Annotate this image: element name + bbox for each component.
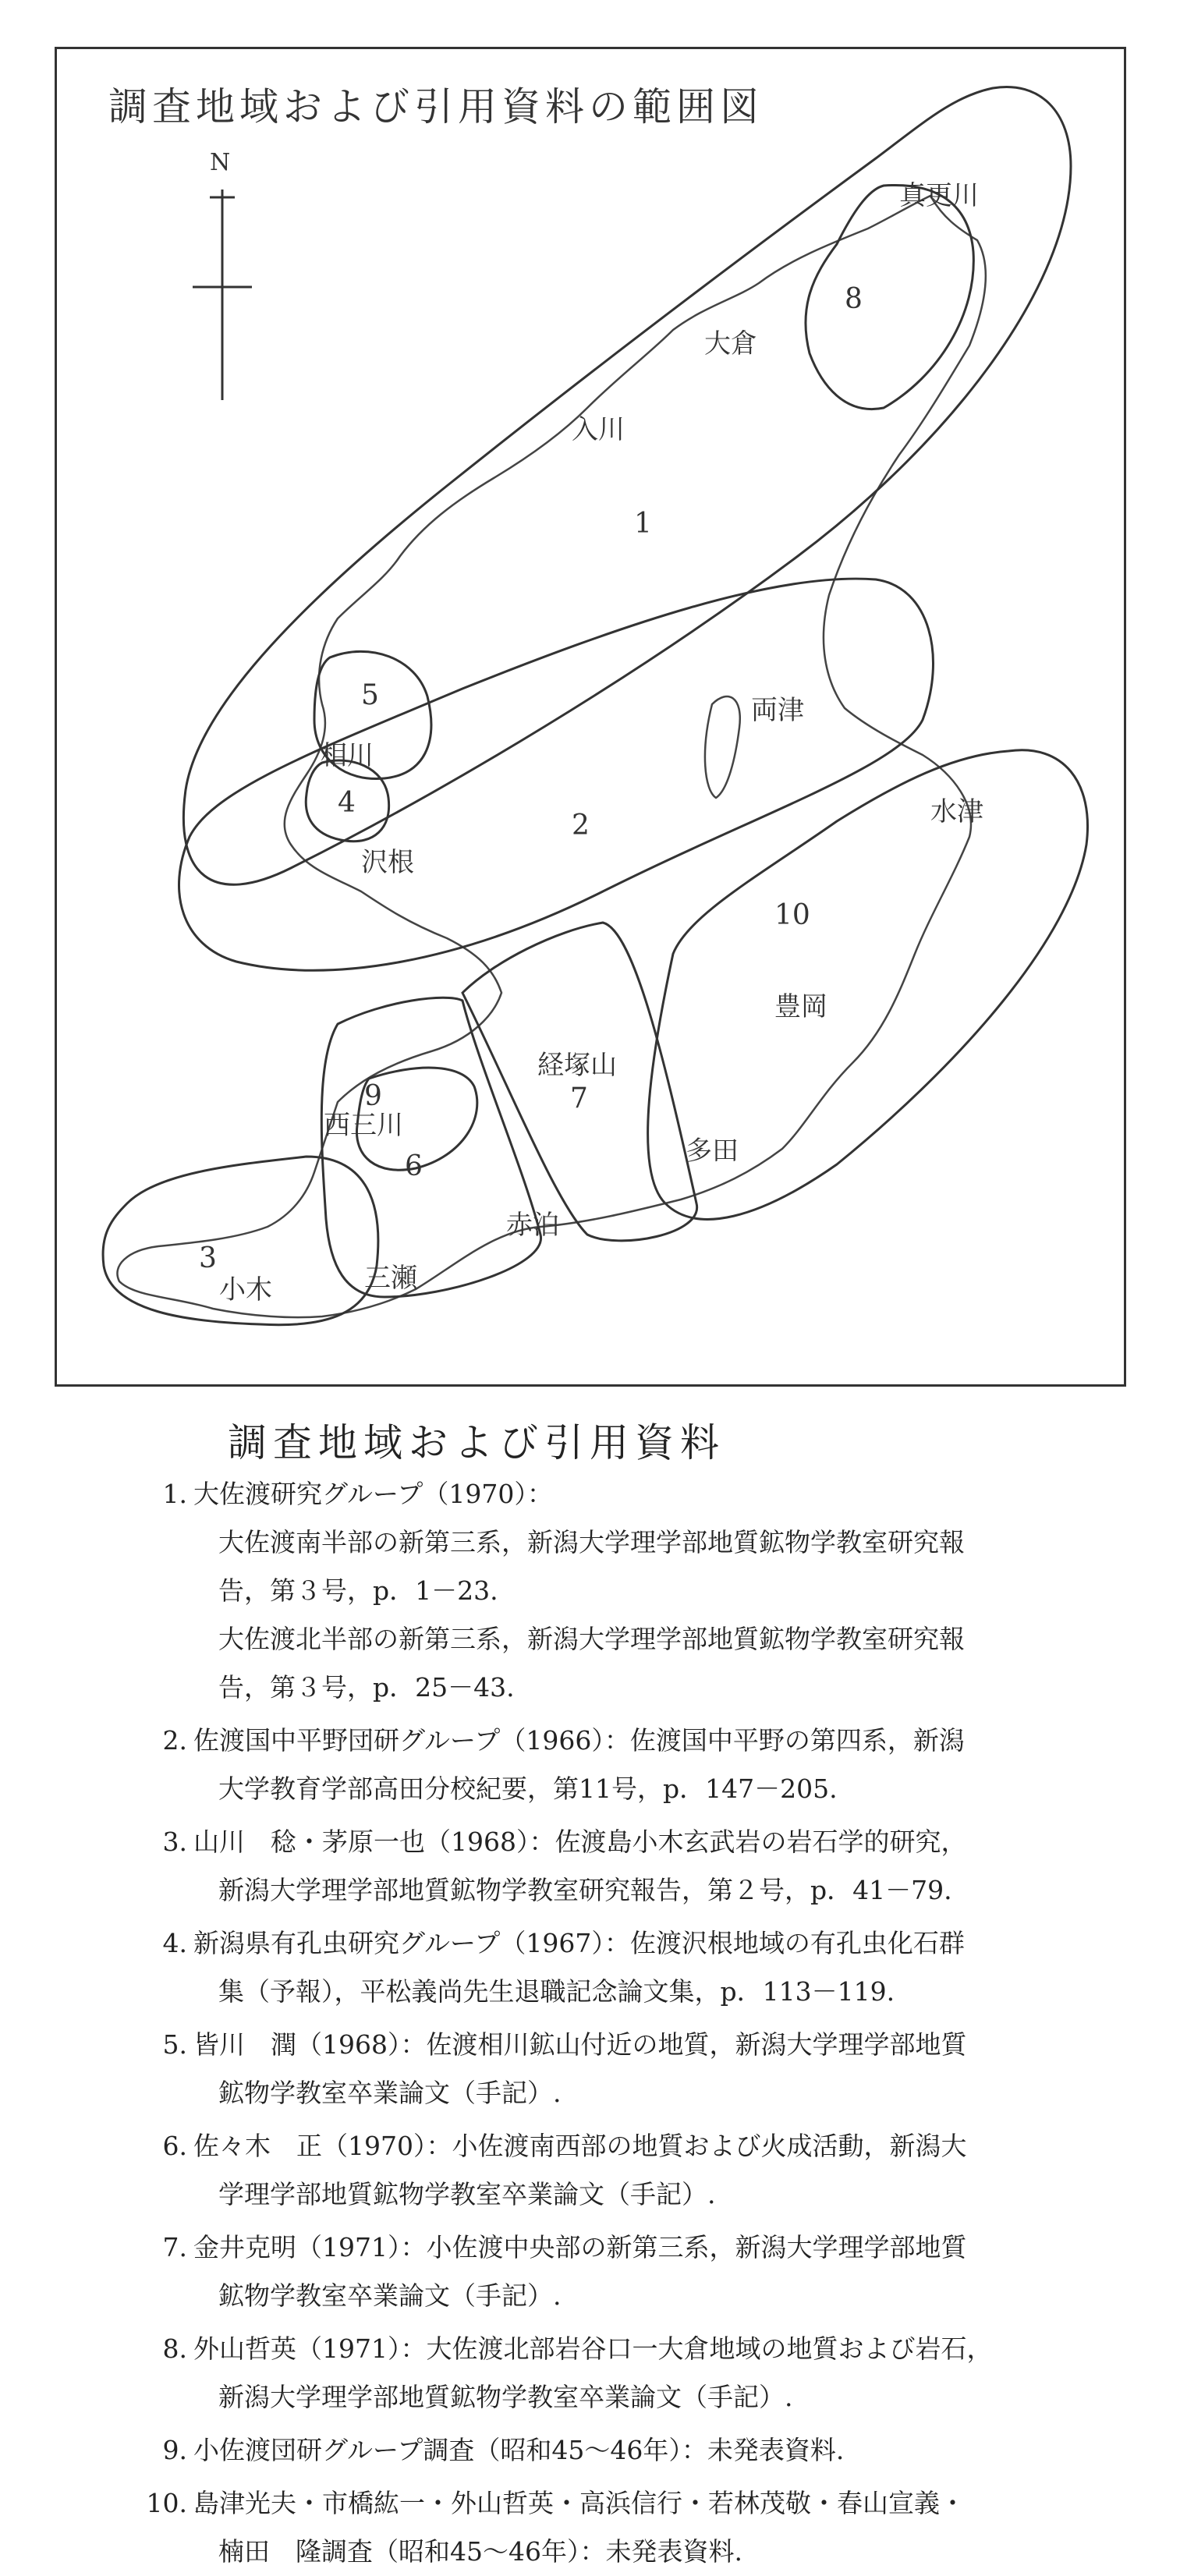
reference-number: 10. bbox=[146, 2488, 187, 2518]
kamo-lake bbox=[705, 696, 740, 798]
reference-continuation-line: 学理学部地質鉱物学教室卒業論文（手記）. bbox=[218, 2179, 716, 2209]
area-number-2: 2 bbox=[572, 810, 590, 842]
reference-item bbox=[131, 1818, 966, 1915]
place-kyozukayama: 経塚山 bbox=[537, 1050, 617, 1081]
reference-continuation-line: 楠田 隆調査（昭和45～46年）：未発表資料. bbox=[218, 2536, 742, 2567]
reference-number: 1. bbox=[162, 1479, 187, 1509]
reference-item bbox=[131, 2426, 844, 2475]
place-aikawa: 相川 bbox=[321, 740, 374, 771]
reference-item bbox=[131, 2122, 966, 2219]
place-irikawa: 入川 bbox=[572, 414, 625, 445]
area-number-3: 3 bbox=[199, 1242, 217, 1274]
place-ryotsu: 両津 bbox=[751, 695, 804, 726]
reference-number: 7. bbox=[162, 2232, 187, 2262]
reference-number: 2. bbox=[162, 1725, 187, 1756]
area-number-7: 7 bbox=[570, 1082, 588, 1114]
reference-continuation-line: 告，第３号，p．1－23. bbox=[218, 1575, 498, 1606]
reference-continuation-line: 新潟大学理学部地質鉱物学教室研究報告，第２号，p．41－79. bbox=[218, 1875, 952, 1905]
area-number-6: 6 bbox=[405, 1150, 423, 1182]
reference-number: 4. bbox=[162, 1928, 187, 1958]
reference-continuation-line: 集（予報），平松義尚先生退職記念論文集，p．113－119. bbox=[218, 1976, 895, 2007]
place-sanze: 三瀬 bbox=[364, 1263, 417, 1294]
reference-item bbox=[131, 1717, 965, 1813]
map-figure bbox=[55, 47, 1126, 1387]
reference-first-line: 3. 山川 稔・茅原一也（1968）：佐渡島小木玄武岩の岩石学的研究， bbox=[131, 1818, 966, 1866]
reference-continuation-line: 大学教育学部高田分校紀要，第11号，p．147－205. bbox=[218, 1773, 838, 1804]
reference-first-line: 7. 金井克明（1971）：小佐渡中央部の新第三系，新潟大学理学部地質 bbox=[131, 2223, 966, 2272]
reference-first-line: 5. 皆川 潤（1968）：佐渡相川鉱山付近の地質，新潟大学理学部地質 bbox=[131, 2021, 966, 2069]
reference-first-line: 2. 佐渡国中平野団研グループ（1966）：佐渡国中平野の第四系，新潟 bbox=[131, 1717, 965, 1765]
reference-continuation-line: 大佐渡北半部の新第三系，新潟大学理学部地質鉱物学教室研究報 bbox=[218, 1624, 965, 1654]
area-number-10: 10 bbox=[774, 899, 810, 931]
place-ogi: 小木 bbox=[219, 1274, 272, 1306]
map-title: 調査地域および引用資料の範囲図 bbox=[108, 84, 764, 129]
map-drawing bbox=[57, 49, 1129, 1389]
place-mizutsu: 水津 bbox=[930, 796, 983, 827]
place-tada: 多田 bbox=[686, 1136, 739, 1167]
reference-first-line: 10. 島津光夫・市橋紘一・外山哲英・高浜信行・若林茂敬・春山宣義・ bbox=[131, 2479, 966, 2528]
area-number-4: 4 bbox=[338, 787, 356, 819]
reference-item bbox=[131, 2021, 966, 2117]
reference-first-line: 4. 新潟県有孔虫研究グループ（1967）：佐渡沢根地域の有孔虫化石群 bbox=[131, 1919, 965, 1968]
reference-item bbox=[131, 1919, 965, 2016]
area-number-1: 1 bbox=[634, 508, 652, 540]
reference-number: 6. bbox=[162, 2131, 187, 2161]
place-makoukawa: 真更川 bbox=[899, 180, 979, 211]
reference-number: 3. bbox=[162, 1827, 187, 1857]
reference-item bbox=[131, 2479, 966, 2576]
reference-continuation-line: 大佐渡南半部の新第三系，新潟大学理学部地質鉱物学教室研究報 bbox=[218, 1527, 965, 1557]
reference-number: 9. bbox=[162, 2435, 187, 2465]
area-outline-6 bbox=[321, 997, 540, 1297]
area-number-8: 8 bbox=[845, 283, 863, 315]
reference-continuation-line: 告，第３号，p．25－43. bbox=[218, 1672, 515, 1703]
reference-number: 5. bbox=[162, 2029, 187, 2060]
reference-first-line: 6. 佐々木 正（1970）：小佐渡南西部の地質および火成活動，新潟大 bbox=[131, 2122, 966, 2170]
reference-item bbox=[131, 2325, 992, 2422]
place-toyooka: 豊岡 bbox=[774, 991, 827, 1022]
reference-continuation-line: 鉱物学教室卒業論文（手記）. bbox=[218, 2078, 562, 2108]
reference-first-line: 9. 小佐渡団研グループ調査（昭和45～46年）：未発表資料. bbox=[131, 2426, 844, 2475]
place-sawane: 沢根 bbox=[361, 847, 414, 878]
area-number-5: 5 bbox=[361, 679, 379, 711]
references-title: 調査地域および引用資料 bbox=[228, 1420, 725, 1465]
north-arrow bbox=[193, 190, 252, 400]
reference-number: 8. bbox=[162, 2333, 187, 2364]
reference-first-line: 8. 外山哲英（1971）：大佐渡北部岩谷口一大倉地域の地質および岩石， bbox=[131, 2325, 992, 2373]
area-outline-2 bbox=[179, 579, 934, 970]
place-nishimikawa: 西三川 bbox=[324, 1110, 403, 1141]
reference-continuation-line: 鉱物学教室卒業論文（手記）. bbox=[218, 2280, 562, 2311]
reference-item bbox=[131, 1470, 965, 1712]
place-akadomari: 赤泊 bbox=[506, 1210, 559, 1241]
place-okura: 大倉 bbox=[704, 328, 757, 360]
reference-continuation-line: 新潟大学理学部地質鉱物学教室卒業論文（手記）. bbox=[218, 2382, 793, 2412]
reference-first-line: 1. 大佐渡研究グループ（1970）： bbox=[131, 1470, 965, 1518]
reference-item bbox=[131, 2223, 966, 2320]
north-label: N bbox=[210, 149, 231, 176]
area-number-9: 9 bbox=[364, 1080, 382, 1112]
